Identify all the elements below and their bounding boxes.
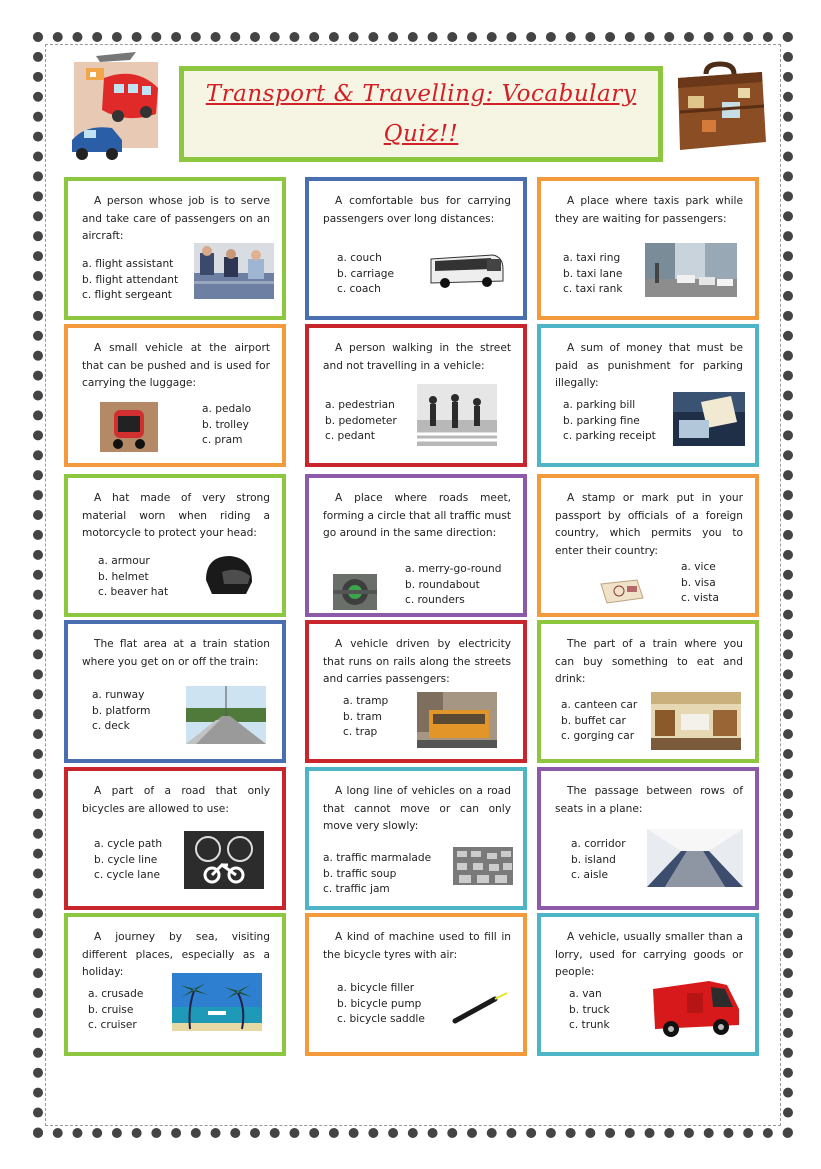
quiz-question: The part of a train where you can buy something to eat and drink: (555, 638, 743, 685)
tram-photo (417, 692, 497, 748)
answer-option[interactable]: a. merry-go-round (405, 563, 502, 575)
answer-option[interactable]: a. cycle path (94, 838, 163, 850)
quiz-card (305, 767, 527, 910)
quiz-question: A person walking in the street and not travelling in a vehicle: (323, 342, 511, 372)
answer-option[interactable]: a. flight assistant (82, 258, 174, 270)
quiz-question: A comfortable bus for carrying passengers over long distances: (323, 195, 511, 225)
answer-option[interactable]: a. van (569, 988, 602, 1000)
answer-option[interactable]: a. pedestrian (325, 399, 395, 411)
van-photo (647, 971, 745, 1041)
answer-option[interactable]: a. taxi ring (563, 252, 621, 264)
answer-options (94, 837, 162, 884)
quiz-question: A part of a road that only bicycles are allowed to use: (82, 785, 270, 815)
quiz-card (305, 913, 527, 1056)
answer-options (82, 257, 178, 304)
quiz-question: A sum of money that must be paid as punishment for parking illegally: (555, 342, 743, 389)
helmet-photo (200, 550, 256, 600)
traffic-jam-photo (453, 847, 513, 885)
answer-option[interactable]: a. traffic marmalade (323, 852, 432, 864)
quiz-question: A vehicle, usually smaller than a lorry, used for carrying goods or people: (555, 931, 743, 978)
answer-option[interactable]: a. couch (337, 252, 382, 264)
quiz-card (305, 474, 527, 617)
answer-options (563, 398, 656, 445)
answer-options (343, 694, 388, 741)
quiz-question: A place where roads meet, forming a circle that all traffic must go around in the same direction: (323, 492, 511, 539)
quiz-question: A stamp or mark put in your passport by officials of a foreign country, which permits you to enter their country: (555, 492, 743, 557)
answer-option[interactable]: a. vice (681, 561, 716, 573)
answer-option[interactable]: b. island (571, 853, 616, 866)
coach-bus-photo (427, 247, 507, 295)
answer-option[interactable]: c. flight sergeant (82, 289, 172, 301)
roundabout-photo (333, 574, 377, 610)
answer-option[interactable]: a. runway (92, 689, 145, 701)
answer-option[interactable]: b. taxi lane (563, 267, 623, 280)
answer-options (337, 981, 425, 1028)
answer-option[interactable]: b. flight attendant (82, 273, 179, 286)
quiz-card (537, 324, 759, 467)
answer-option[interactable]: b. helmet (98, 570, 149, 583)
quiz-question: The flat area at a train station where you get on or off the train: (82, 638, 270, 668)
quiz-question: A person whose job is to serve and take care of passengers on an aircraft: (82, 195, 270, 242)
answer-option[interactable]: b. trolley (202, 418, 249, 431)
answer-option[interactable]: c. vista (681, 592, 719, 604)
answer-options (98, 554, 168, 601)
quiz-card (64, 177, 286, 320)
quiz-question: A journey by sea, visiting different places, especially as a holiday: (82, 931, 270, 978)
quiz-question: A kind of machine used to fill in the bicycle tyres with air: (323, 931, 511, 961)
answer-option[interactable]: c. parking receipt (563, 430, 656, 442)
title-line-2: Quiz!! (383, 121, 459, 147)
answer-options (92, 688, 150, 735)
answer-option[interactable]: b. pedometer (325, 414, 397, 427)
answer-option[interactable]: c. cycle lane (94, 869, 160, 881)
platform-photo (186, 686, 266, 744)
quiz-card (537, 474, 759, 617)
answer-options (563, 251, 622, 298)
answer-option[interactable]: b. truck (569, 1003, 610, 1016)
passport-photo (597, 576, 647, 606)
answer-option[interactable]: c. traffic jam (323, 883, 390, 895)
title-box (179, 66, 663, 162)
answer-options (323, 851, 431, 898)
answer-option[interactable]: b. platform (92, 704, 151, 717)
answer-option[interactable]: c. gorging car (561, 730, 635, 742)
quiz-card (537, 767, 759, 910)
answer-option[interactable]: c. trunk (569, 1019, 610, 1031)
answer-option[interactable]: a. tramp (343, 695, 389, 707)
answer-option[interactable]: a. parking bill (563, 399, 636, 411)
taxi-rank-photo (645, 243, 737, 297)
answer-option[interactable]: c. taxi rank (563, 283, 623, 295)
quiz-card (305, 177, 527, 320)
cabin-crew-photo (194, 243, 274, 299)
quiz-question: A vehicle driven by electricity that runs on rails along the streets and carries passengers: (323, 638, 511, 685)
answer-option[interactable]: c. beaver hat (98, 586, 169, 598)
answer-options (337, 251, 394, 298)
aisle-photo (647, 829, 743, 887)
answer-option[interactable]: c. pram (202, 434, 243, 446)
answer-option[interactable]: b. visa (681, 576, 716, 589)
quiz-card (64, 474, 286, 617)
answer-option[interactable]: c. aisle (571, 869, 608, 881)
quiz-card (64, 767, 286, 910)
answer-option[interactable]: a. pedalo (202, 403, 252, 415)
answer-option[interactable]: c. pedant (325, 430, 375, 442)
quiz-card (64, 913, 286, 1056)
answer-options (325, 398, 397, 445)
answer-option[interactable]: c. rounders (405, 594, 465, 606)
answer-option[interactable]: c. cruiser (88, 1019, 137, 1031)
quiz-card (537, 620, 759, 763)
answer-option[interactable]: a. corridor (571, 838, 626, 850)
quiz-card (537, 177, 759, 320)
answer-options (405, 562, 501, 609)
answer-option[interactable]: a. bicycle filler (337, 982, 415, 994)
bicycle-pump-photo (451, 987, 511, 1027)
pedestrians-photo (417, 384, 497, 446)
answer-option[interactable]: b. bicycle pump (337, 997, 422, 1010)
beach-photo (172, 973, 262, 1031)
answer-option[interactable]: b. parking fine (563, 414, 640, 427)
transport-clipart (66, 48, 166, 166)
quiz-question: A place where taxis park while they are waiting for passengers: (555, 195, 743, 225)
answer-option[interactable]: c. deck (92, 720, 130, 732)
answer-option[interactable]: b. carriage (337, 267, 394, 280)
quiz-question: The passage between rows of seats in a plane: (555, 785, 743, 815)
quiz-question: A long line of vehicles on a road that cannot move or can only move very slowly: (323, 785, 511, 832)
answer-option[interactable]: b. tram (343, 710, 382, 723)
answer-option[interactable]: b. traffic soup (323, 867, 397, 880)
answer-options (571, 837, 626, 884)
answer-options (88, 987, 143, 1034)
answer-option[interactable]: b. cycle line (94, 853, 158, 866)
quiz-card (305, 620, 527, 763)
answer-option[interactable]: a. armour (98, 555, 150, 567)
quiz-question: A hat made of very strong material worn when riding a motorcycle to protect your head: (82, 492, 270, 539)
quiz-card (537, 913, 759, 1056)
parking-ticket-photo (673, 392, 745, 446)
quiz-card (64, 324, 286, 467)
answer-option[interactable]: a. crusade (88, 988, 144, 1000)
answer-option[interactable]: c. trap (343, 726, 378, 738)
answer-option[interactable]: c. coach (337, 283, 381, 295)
answer-options (569, 987, 610, 1034)
answer-option[interactable]: c. bicycle saddle (337, 1013, 425, 1025)
answer-option[interactable]: b. roundabout (405, 578, 480, 591)
quiz-question: A small vehicle at the airport that can be pushed and is used for carrying the luggage: (82, 342, 270, 389)
pram-photo (100, 402, 158, 452)
title-line-1: Transport & Travelling: Vocabulary (205, 81, 637, 107)
answer-options (681, 560, 719, 607)
answer-options (561, 698, 637, 745)
answer-option[interactable]: a. canteen car (561, 699, 638, 711)
answer-option[interactable]: b. buffet car (561, 714, 626, 727)
quiz-card (305, 324, 527, 467)
answer-options (202, 402, 251, 449)
cycle-lane-photo (184, 831, 264, 889)
quiz-card (64, 620, 286, 763)
answer-option[interactable]: b. cruise (88, 1003, 134, 1016)
suitcase-clipart (672, 58, 770, 156)
buffet-car-photo (651, 692, 741, 750)
